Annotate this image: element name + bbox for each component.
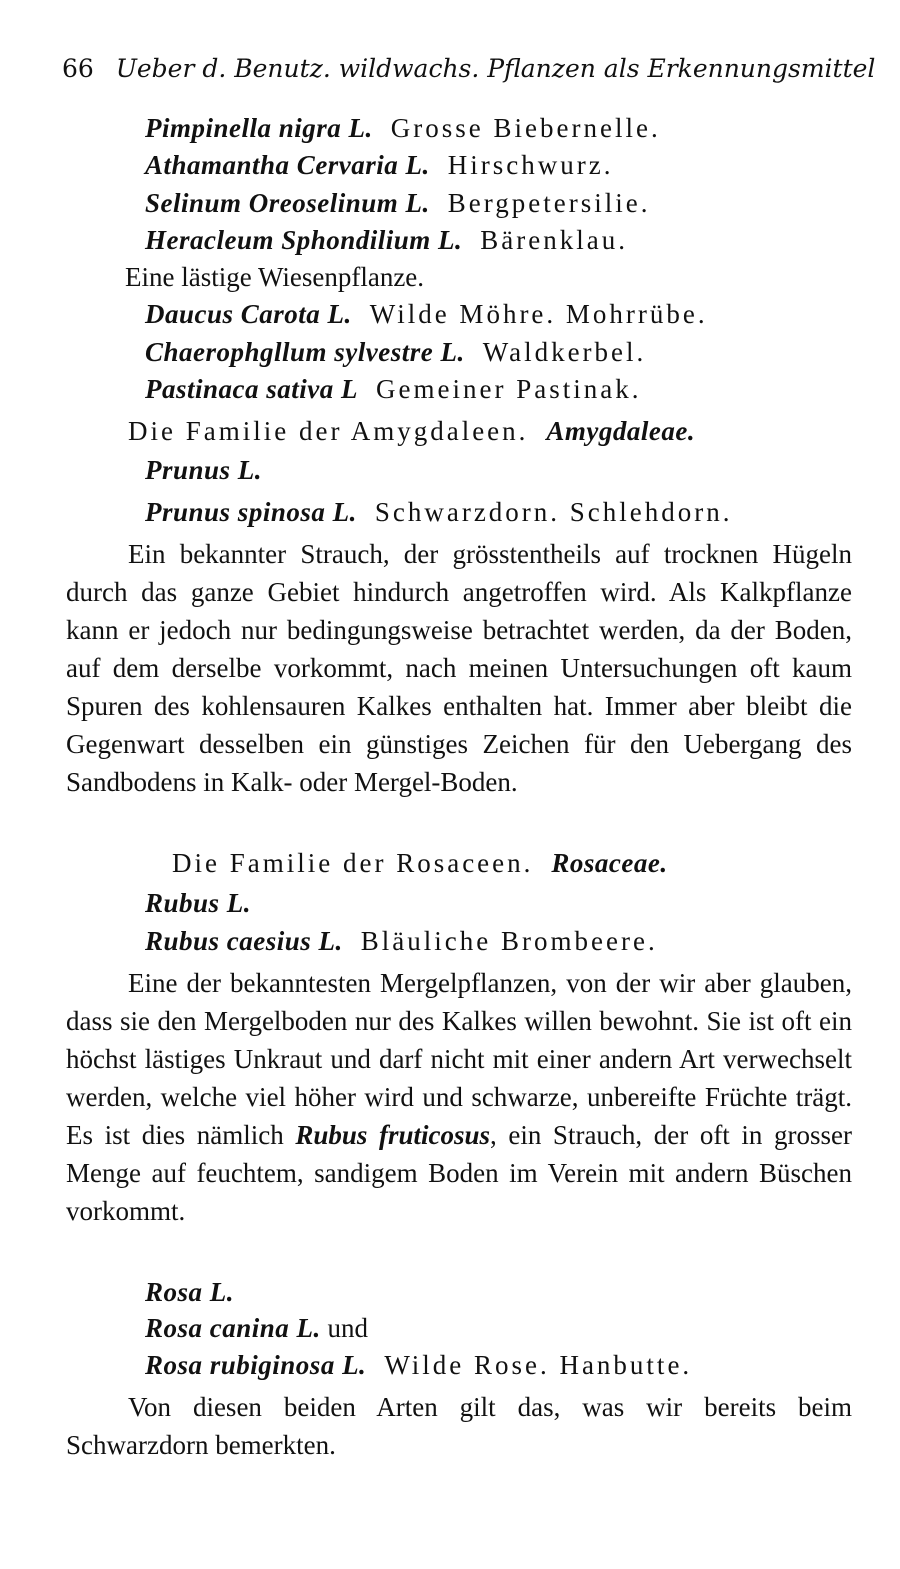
species-entry <box>145 374 641 405</box>
german-name: Gemeiner Pastinak. <box>376 374 642 404</box>
german-name: Bärenklau. <box>480 225 628 255</box>
latin-name: Pastinaca sativa L <box>145 374 358 404</box>
genus-heading <box>145 888 251 919</box>
latin-name: Prunus spinosa L. <box>145 497 357 527</box>
latin-name: Rosa rubiginosa L. <box>145 1350 367 1380</box>
genus-heading <box>145 455 262 486</box>
paragraph-italic-name: Rubus fruticosus <box>295 1120 491 1150</box>
family-label: Die Familie der Rosaceen. <box>172 848 534 878</box>
latin-name: Rubus caesius L. <box>145 926 343 956</box>
species-entry <box>145 926 658 957</box>
german-name: Bergpetersilie. <box>447 188 651 218</box>
latin-name: Daucus Carota L. <box>145 299 352 329</box>
latin-name: Heracleum Sphondilium L. <box>145 225 463 255</box>
latin-name: Pimpinella nigra L. <box>145 113 373 143</box>
paragraph-text: Von diesen beiden Arten gilt das, was wir bereits beim Schwarzdorn bemerkten. <box>66 1392 852 1460</box>
species-entry <box>145 1313 368 1344</box>
species-entry <box>145 150 614 181</box>
latin-name: Chaerophgllum sylvestre L. <box>145 337 465 367</box>
species-entry <box>145 113 661 144</box>
family-label: Die Familie der Amygdaleen. <box>128 416 529 446</box>
genus-name: Prunus L. <box>145 455 263 485</box>
page-number: 66 <box>62 54 94 83</box>
genus-heading <box>145 1277 234 1308</box>
note-line: Eine lästige Wiesenpflanze. <box>125 262 425 292</box>
connector-word: und <box>327 1313 369 1343</box>
paragraph-text: Eine der bekanntesten Mergelpflanzen, von der wir aber glauben, dass sie den Mergelboden nur des Kalkes willen bewohnt. Sie ist oft ein höchst lästiges Unkraut und darf nicht mit einer andern Art verwechselt werden, welche viel höher wird und schwarze, unbereifte Früchte trägt. Es ist dies nämlich <box>66 968 852 1150</box>
species-entry <box>145 188 651 219</box>
german-name: Schwarzdorn. Schlehdorn. <box>374 497 733 527</box>
paragraph-prunus <box>66 535 852 801</box>
german-name: Hirschwurz. <box>447 150 614 180</box>
genus-name: Rosa L. <box>145 1277 235 1307</box>
german-name: Waldkerbel. <box>482 337 647 367</box>
family-heading <box>172 848 668 879</box>
running-title: Ueber d. Benutz. wildwachs. Pflanzen als Erkennungsmittel <box>115 54 876 83</box>
paragraph-text: Ein bekannter Strauch, der grösstentheils auf trocknen Hügeln durch das ganze Gebiet hindurch angetroffen wird. Als Kalkpflanze kann er jedoch nur bedingungsweise betrachtet werden, da der Boden, auf dem derselbe vorkommt, nach meinen Untersuchungen oft kaum Spuren des kohlensauren Kalkes enthalten hat. Immer aber bleibt die Gegenwart desselben ein günstiges Zeichen für den Uebergang des Sandbodens in Kalk- oder Mergel-Boden. <box>66 539 852 797</box>
family-latin: Rosaceae. <box>551 848 668 878</box>
paragraph-text: , ein Strauch, der oft in grosser Menge auf feuchtem, sandigem Boden im Verein mit andern Büschen vorkommt. <box>66 1120 852 1226</box>
species-entry <box>145 1350 692 1381</box>
german-name: Grosse Biebernelle. <box>390 113 661 143</box>
species-entry <box>145 225 628 256</box>
species-entry <box>145 497 733 528</box>
german-name: Wilde Möhre. Mohrrübe. <box>369 299 708 329</box>
species-entry <box>145 337 646 368</box>
latin-name: Rosa canina L. <box>145 1313 321 1343</box>
family-latin: Amygdaleae. <box>546 416 696 446</box>
genus-name: Rubus L. <box>145 888 252 918</box>
german-name: Wilde Rose. Hanbutte. <box>384 1350 693 1380</box>
paragraph-rubus <box>66 964 852 1230</box>
species-entry <box>145 299 708 330</box>
paragraph-rosa <box>66 1388 852 1464</box>
latin-name: Athamantha Cervaria L. <box>145 150 430 180</box>
german-name: Bläuliche Brombeere. <box>360 926 658 956</box>
running-header <box>62 54 876 83</box>
latin-name: Selinum Oreoselinum L. <box>145 188 430 218</box>
family-heading <box>128 416 695 447</box>
